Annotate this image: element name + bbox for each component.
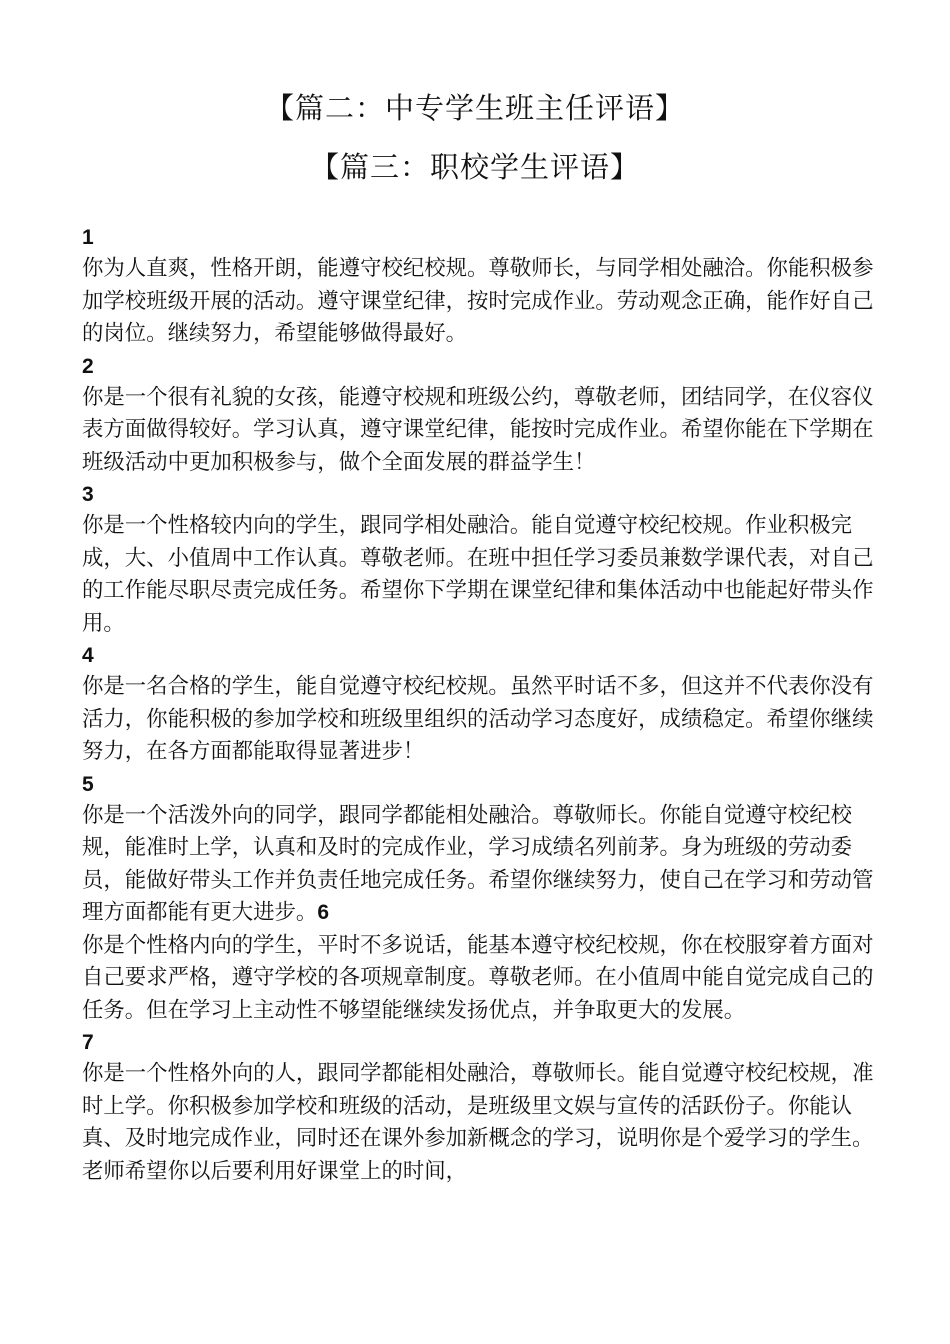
entry-number-3: 3	[82, 483, 94, 506]
entry-number-7: 7	[82, 1031, 94, 1054]
entry-text-7: 你是一个性格外向的人，跟同学都能相处融洽，尊敬师长。能自觉遵守校纪校规，准时上学。你积极参加学校和班级的活动，是班级里文娱与宣传的活跃份子。你能认真、及时地完成作业，同时还在课外参加新概念的学习，说明你是个爱学习的学生。老师希望你以后要利用好课堂上的时间，	[82, 1061, 874, 1184]
entry-text-3: 你是一个性格较内向的学生，跟同学相处融洽。能自觉遵守校纪校规。作业积极完成，大、小值周中工作认真。尊敬老师。在班中担任学习委员兼数学课代表，对自己的工作能尽职尽责完成任务。希望你下学期在课堂纪律和集体活动中也能起好带头作用。	[82, 513, 874, 636]
section-heading-two: 【篇二：中专学生班主任评语】	[264, 91, 685, 125]
entry-number-5: 5	[82, 772, 94, 796]
entry-text-5-with-6	[82, 800, 892, 930]
entry-number-4: 4	[82, 644, 94, 667]
section-heading-three: 【篇三：职校学生评语】	[309, 150, 640, 184]
entry-text-2: 你是一个很有礼貌的女孩，能遵守校规和班级公约，尊敬老师，团结同学，在仪容仪表方面做得较好。学习认真，遵守课堂纪律，能按时完成作业。希望你能在下学期在班级活动中更加积极参与，做个全面发展的群益学生！	[82, 384, 874, 475]
entry-number-6: 6	[317, 901, 329, 924]
entry-number-1: 1	[82, 226, 94, 249]
entry-text-1: 你为人直爽，性格开朗，能遵守校纪校规。尊敬师长，与同学相处融洽。你能积极参加学校班级开展的活动。遵守课堂纪律，按时完成作业。劳动观念正确，能作好自己的岗位。继续努力，希望能够做得最好。	[82, 256, 874, 346]
entry-text-5: 你是一个活泼外向的同学，跟同学都能相处融洽。尊敬师长。你能自觉遵守校纪校规，能准时上学，认真和及时的完成作业，学习成绩名列前茅。身为班级的劳动委员，能做好带头工作并负责任地完成任务。希望你继续努力，使自己在学习和劳动管理方面都能有更大进步。	[82, 802, 874, 925]
comments-body	[82, 222, 892, 1188]
entry-text-6: 你是个性格内向的学生，平时不多说话，能基本遵守校纪校规，你在校服穿着方面对自己要求严格，遵守学校的各项规章制度。尊敬老师。在小值周中能自觉完成自己的任务。但在学习上主动性不够望能继续发扬优点，并争取更大的发展。	[82, 932, 874, 1023]
entry-number-2: 2	[82, 354, 94, 378]
entry-text-4: 你是一名合格的学生，能自觉遵守校纪校规。虽然平时话不多，但这并不代表你没有活力，你能积极的参加学校和班级里组织的活动学习态度好，成绩稳定。希望你继续努力，在各方面都能取得显著进步！	[82, 674, 874, 764]
